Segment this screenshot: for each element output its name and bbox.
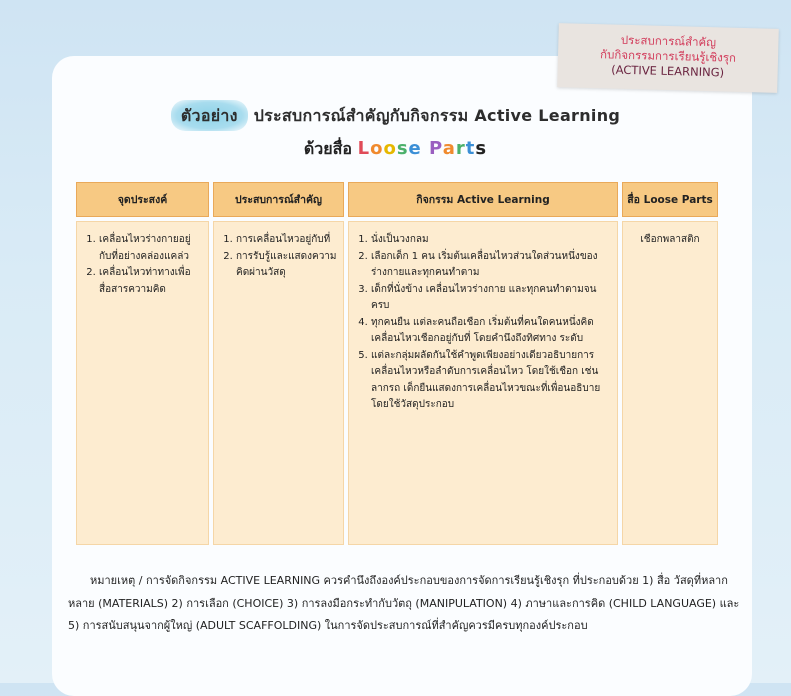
activity-item: 1. นั่งเป็นวงกลม xyxy=(371,232,611,249)
chapter-tag-line1: ประสบการณ์สำคัญ xyxy=(620,32,717,50)
experience-item: 1. การเคลื่อนไหวอยู่กับที่ xyxy=(236,232,337,249)
header-materials: สื่อ Loose Parts xyxy=(622,182,718,217)
wordmark-letter: o xyxy=(383,138,397,159)
loose-parts-wordmark xyxy=(358,138,488,159)
wordmark-letter: o xyxy=(370,138,384,159)
wordmark-letter xyxy=(422,138,429,159)
header-objective: จุดประสงค์ xyxy=(76,182,209,217)
wordmark-letter: r xyxy=(455,138,466,159)
activity-item: 3. เด็กที่นั่งข้าง เคลื่อนไหวร่างกาย และทุกคนทำตามจนครบ xyxy=(371,282,611,315)
objectives-cell xyxy=(76,221,209,545)
wordmark-letter: a xyxy=(442,138,456,159)
activity-table xyxy=(72,182,722,545)
experience-item: 2. การรับรู้และแสดงความคิดผ่านวัสดุ xyxy=(236,249,337,282)
activity-item: 4. ทุกคนยืน แต่ละคนถือเชือก เริ่มต้นที่คนใดคนหนึ่งคิดเคลื่อนไหวเชือกอยู่กับที่ โดยคำนึงถึงทิศทาง ระดับ xyxy=(371,315,611,348)
wordmark-letter: t xyxy=(465,138,476,159)
chapter-tag-line2: กับกิจกรรมการเรียนรู้เชิงรุก xyxy=(599,47,737,65)
wordmark-letter: L xyxy=(357,138,371,159)
wordmark-letter: e xyxy=(408,138,422,159)
wordmark-letter: s xyxy=(396,138,409,159)
wordmark-letter: s xyxy=(475,138,488,159)
title-line2-prefix: ด้วยสื่อ xyxy=(303,139,352,158)
chapter-tag xyxy=(557,23,779,93)
footnote: หมายเหตุ / การจัดกิจกรรม ACTIVE LEARNING ควรคำนึงถึงองค์ประกอบของการจัดการเรียนรู้เชิงรุก ที่ประกอบด้วย 1) สื่อ วัสดุที่หลากหลาย (MATERIALS) 2) การเลือก (CHOICE) 3) การลงมือกระทำกับวัตถุ (MANIPULATION) 4) ภาษาและการคิด (CHILD LANGUAGE) และ 5) การสนับสนุนจากผู้ใหญ่ (ADULT SCAFFOLDING) ในการจัดประสบการณ์ที่สำคัญควรมีครบทุกองค์ประกอบ xyxy=(68,574,740,632)
objective-item: 2. เคลื่อนไหวท่าทางเพื่อสื่อสารความคิด xyxy=(99,265,202,298)
activity-item: 5. แต่ละกลุ่มผลัดกันใช้คำพูดเพียงอย่างเดียวอธิบายการเคลื่อนไหวหรือลำดับการเคลื่อนไหว โดยใช้เชือก เช่น ลากรถ เด็กยืนแสดงการเคลื่อนไหวขณะที่เพื่อนอธิบายโดยใช้วัสดุประกอบ xyxy=(371,348,611,414)
activities-cell xyxy=(348,221,618,545)
activity-item: 2. เลือกเด็ก 1 คน เริ่มต้นเคลื่อนไหวส่วนใดส่วนหนึ่งของร่างกายและทุกคนทำตาม xyxy=(371,249,611,282)
objective-item: 1. เคลื่อนไหวร่างกายอยู่กับที่อย่างคล่องแคล่ว xyxy=(99,232,202,265)
title-line1-text: ประสบการณ์สำคัญกับกิจกรรม Active Learning xyxy=(253,106,621,125)
materials-cell xyxy=(622,221,718,545)
wordmark-letter: P xyxy=(429,138,443,159)
title-highlight: ตัวอย่าง xyxy=(171,100,248,131)
chapter-tag-line3: (ACTIVE LEARNING) xyxy=(611,62,725,80)
page-title xyxy=(0,104,791,162)
materials-text: เชือกพลาสติก xyxy=(640,234,700,245)
header-activity: กิจกรรม Active Learning xyxy=(348,182,618,217)
experiences-cell xyxy=(213,221,344,545)
header-experience: ประสบการณ์สำคัญ xyxy=(213,182,344,217)
